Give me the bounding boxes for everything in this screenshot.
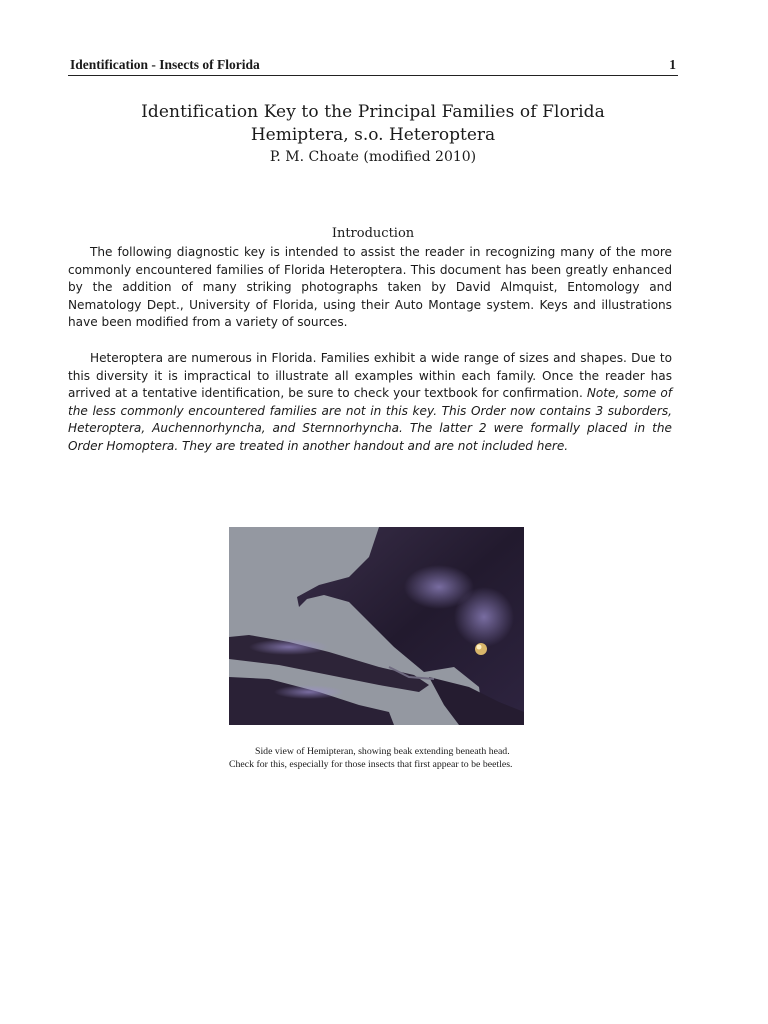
paragraph-2-note: Note, some of the less commonly encountered families are not in this key. This Order now contains 3 suborders, Heteroptera, Auchennorhyncha, and Sternnorhyncha. The latter 2 were formally placed in the Order Homoptera. They are treated in another handout and are not included here. [68, 386, 672, 453]
paragraph-2-text: Heteroptera are numerous in Florida. Families exhibit a wide range of sizes and shapes. Due to this diversity it is impractical to illustrate all examples within each family. Once the reader has arrived at a tentative identification, be sure to check your textbook for confirmation. [68, 351, 672, 400]
header-title: Identification - Insects of Florida [70, 57, 260, 72]
intro-paragraph-1: The following diagnostic key is intended to assist the reader in recognizing many of the more commonly encountered families of Florida Heteroptera. This document has been greatly enhanced by the addition of many striking photographs taken by David Almquist, Entomology and Nematology Dept., University of Florida, using their Auto Montage system. Keys and illustrations have been modified from a variety of sources. [68, 245, 672, 329]
hemipteran-photo [229, 527, 524, 725]
page-number: 1 [669, 57, 676, 72]
title-block [68, 101, 678, 167]
insect-side-view-image [229, 527, 524, 725]
document-subtitle: Hemiptera, s.o. Heteroptera [250, 125, 496, 145]
intro-paragraph-2 [68, 350, 672, 455]
document-title: Identification Key to the Principal Families of Florida [141, 102, 605, 122]
author-line: P. M. Choate (modified 2010) [269, 149, 477, 165]
section-heading-introduction: Introduction [331, 226, 415, 241]
figure-caption: Side view of Hemipteran, showing beak extending beneath head. Check for this, especially for those insects that first appear to be beetles. [229, 746, 513, 770]
page-header [68, 55, 678, 76]
